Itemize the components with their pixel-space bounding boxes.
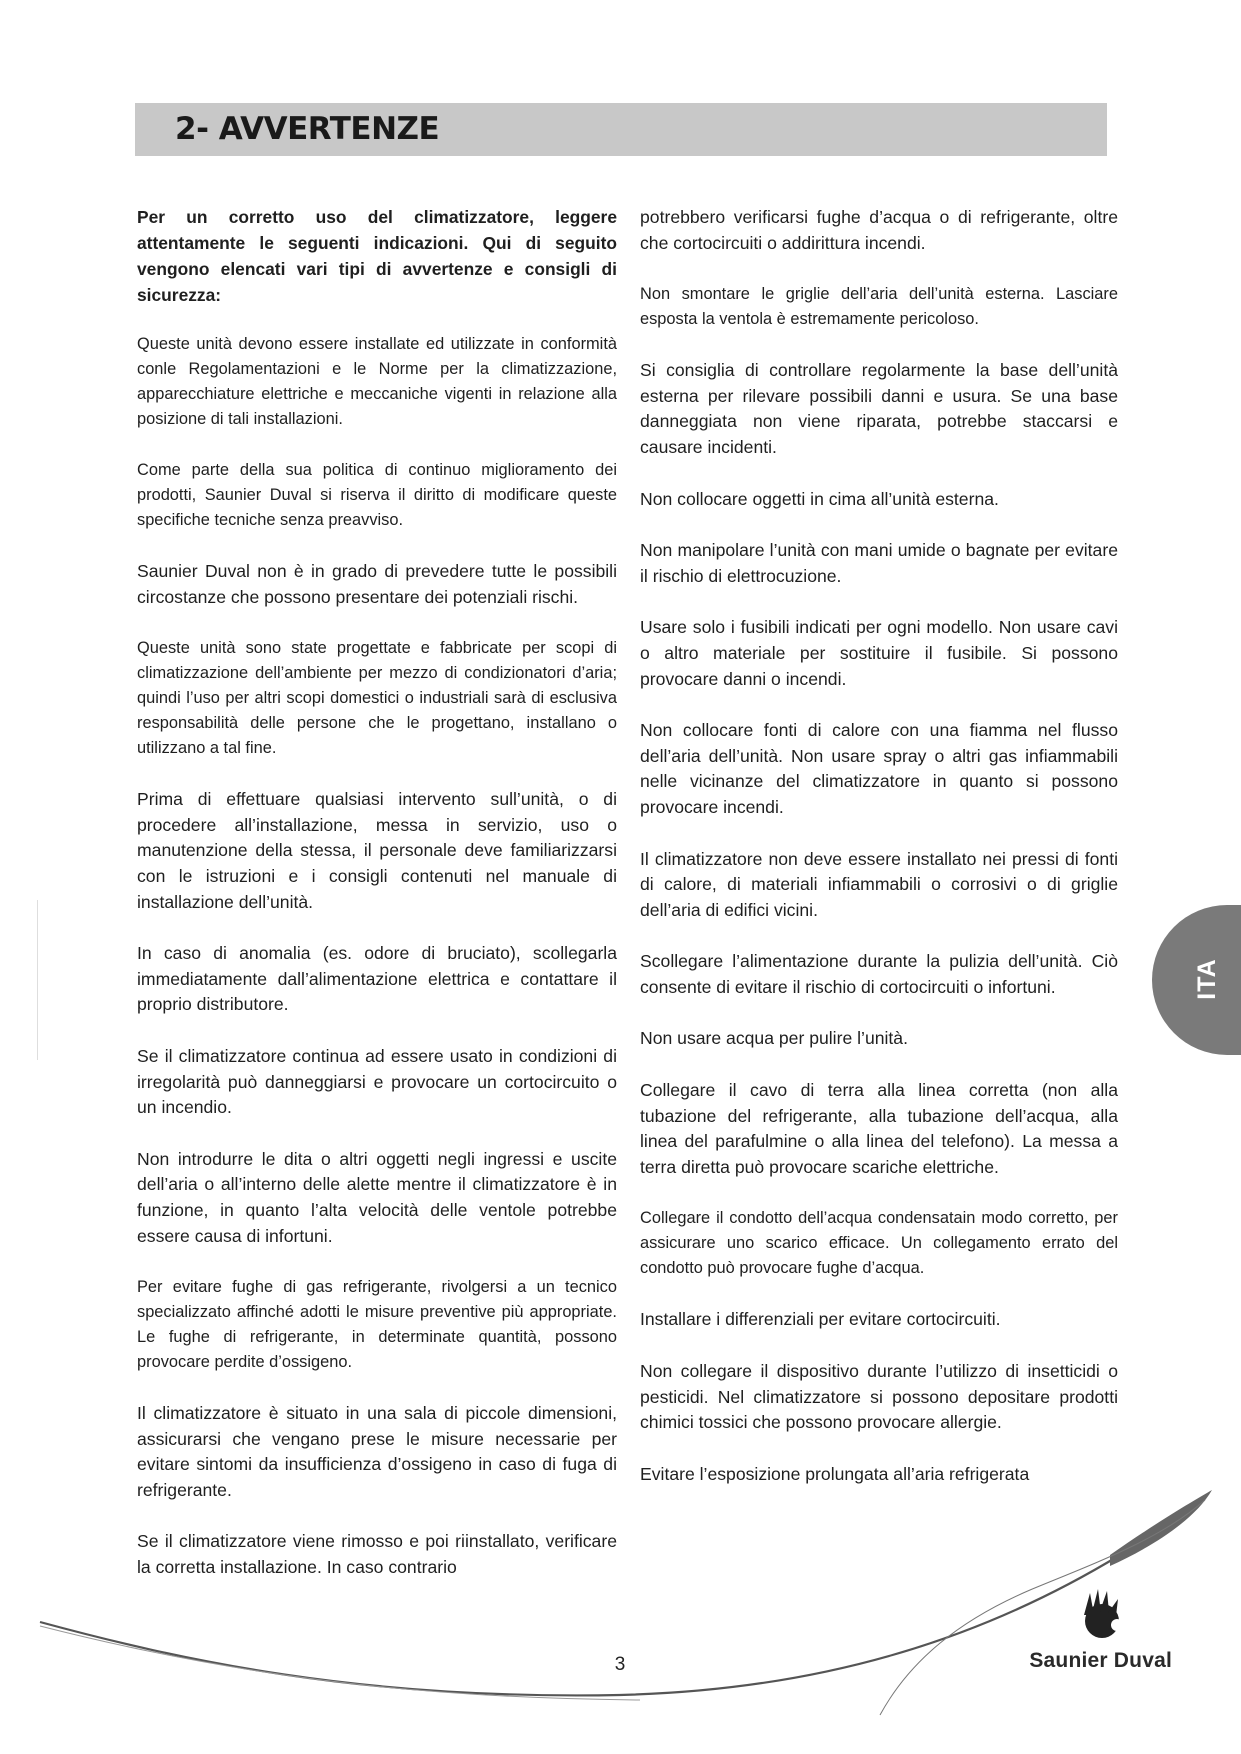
paragraph: Non usare acqua per pulire l’unità. <box>640 1028 908 1049</box>
paragraph: potrebbero verificarsi fughe d’acqua o di refrigerante, oltre che cortocircuiti o addirittura incendi. <box>640 207 1118 253</box>
language-tab-label: ITA <box>1193 958 1221 1000</box>
paragraph: Scollegare l’alimentazione durante la pulizia dell’unità. Ciò consente di evitare il rischio di cortocircuiti o infortuni. <box>640 951 1118 997</box>
paragraph: Per evitare fughe di gas refrigerante, rivolgersi a un tecnico specializzato affinché adotti le misure preventive più appropriate. Le fughe di refrigerante, in determinate quantità, possono provocare perdite d’ossigeno. <box>137 1278 617 1372</box>
swoosh-curve-thin <box>40 1626 640 1700</box>
paragraph: Queste unità devono essere installate ed utilizzate in conformità conle Regolamentazioni e le Norme per la climatizzazione, apparecchiature elettriche e meccaniche vigenti in relazione alla posizione di tali installazioni. <box>137 335 617 428</box>
paragraph: Non manipolare l’unità con mani umide o bagnate per evitare il rischio di elettrocuzione. <box>640 540 1118 586</box>
paragraph: Non collegare il dispositivo durante l’utilizzo di insetticidi o pesticidi. Nel climatizzatore si possono depositare prodotti chimici tossici che possono provocare allergie. <box>640 1361 1118 1433</box>
paragraph: Se il climatizzatore continua ad essere usato in condizioni di irregolarità può danneggiarsi e provocare un cortocircuito o un incendio. <box>137 1045 617 1118</box>
section-title: 2- AVVERTENZE <box>175 111 440 147</box>
paragraph: Installare i differenziali per evitare cortocircuiti. <box>640 1309 1001 1330</box>
brand-name: Saunier Duval <box>1029 1649 1172 1672</box>
paragraph: Non smontare le griglie dell’aria dell’unità esterna. Lasciare esposta la ventola è estremamente pericoloso. <box>640 285 1118 329</box>
intro-paragraph: Per un corretto uso del climatizzatore, leggere attentamente le seguenti indicazioni. Qui di seguito vengono elencati vari tipi di avvertenze e consigli di sicurezza: <box>137 207 617 305</box>
paragraph: Non collocare oggetti in cima all’unità esterna. <box>640 488 999 509</box>
paragraph: Si consiglia di controllare regolarmente la base dell’unità esterna per rilevare possibili danni e usura. Se una base danneggiata non viene riparata, potrebbe staccarsi e causare incidenti. <box>640 360 1118 457</box>
paragraph: Il climatizzatore è situato in una sala di piccole dimensioni, assicurarsi che vengano prese le misure necessarie per evitare sintomi da insufficienza d’ossigeno in caso di fuga di refrigerante. <box>137 1403 617 1500</box>
paragraph: Collegare il cavo di terra alla linea corretta (non alla tubazione del refrigerante, alla tubazione dell’acqua, alla linea del parafulmine o alla linea del telefono). La messa a terra diretta può provocare scariche elettriche. <box>640 1080 1118 1177</box>
paragraph: Come parte della sua politica di continuo miglioramento dei prodotti, Saunier Duval si riserva il diritto di modificare queste specifiche tecniche senza preavviso. <box>137 461 617 529</box>
paragraph: Non collocare fonti di calore con una fiamma nel flusso dell’aria dell’unità. Non usare spray o altri gas infiammabili nelle vicinanze del climatizzatore in quanto si possono provocare incendi. <box>640 720 1118 817</box>
swoosh-curve-main <box>40 1555 1120 1695</box>
paragraph: Non introdurre le dita o altri oggetti negli ingressi e uscite dell’aria o all’interno delle alette mentre il climatizzatore è in funzione, in quanto l’alta velocità delle ventole potrebbe essere causa di infortuni. <box>137 1148 617 1246</box>
paragraph: Se il climatizzatore viene rimosso e poi riinstallato, verificare la corretta installazione. In caso contrario <box>137 1531 617 1578</box>
paragraph: In caso di anomalia (es. odore di bruciato), scollegarla immediatamente dall’alimentazione elettrica e contattare il proprio distributore. <box>137 943 617 1015</box>
brand-logo <box>1022 1585 1172 1685</box>
brand-logo-icon <box>1070 1585 1130 1643</box>
paragraph: Prima di effettuare qualsiasi intervento sull’unità, o di procedere all’installazione, messa in servizio, uso o manutenzione della stessa, il personale deve familiarizzarsi con le istruzioni e i consigli contenuti nel manuale di installazione dell’unità. <box>137 789 617 912</box>
swoosh-tip <box>1110 1490 1212 1566</box>
paragraph: Usare solo i fusibili indicati per ogni modello. Non usare cavi o altro materiale per sostituire il fusibile. Si possono provocare danni o incendi. <box>640 617 1118 689</box>
paragraph: Evitare l’esposizione prolungata all’aria refrigerata <box>640 1463 1030 1484</box>
paragraph: Queste unità sono state progettate e fabbricate per scopi di climatizzazione dell’ambiente per mezzo di condizionatori d’aria; quindi l’uso per altri scopi domestici o industriali sarà di esclusiva responsabilità delle persone che le progettano, installano o utilizzano a tal fine. <box>137 639 617 758</box>
paragraph: Saunier Duval non è in grado di prevedere tutte le possibili circostanze che possono presentare dei potenziali rischi. <box>137 561 617 607</box>
paragraph: Il climatizzatore non deve essere installato nei pressi di fonti di calore, di materiali infiammabili o corrosivi o di griglie dell’aria di edifici vicini. <box>640 848 1118 920</box>
paragraph: Collegare il condotto dell’acqua condensatain modo corretto, per assicurare uno scarico efficace. Un collegamento errato del condotto può provocare fughe d’acqua. <box>640 1209 1118 1278</box>
page-number: 3 <box>614 1654 626 1675</box>
